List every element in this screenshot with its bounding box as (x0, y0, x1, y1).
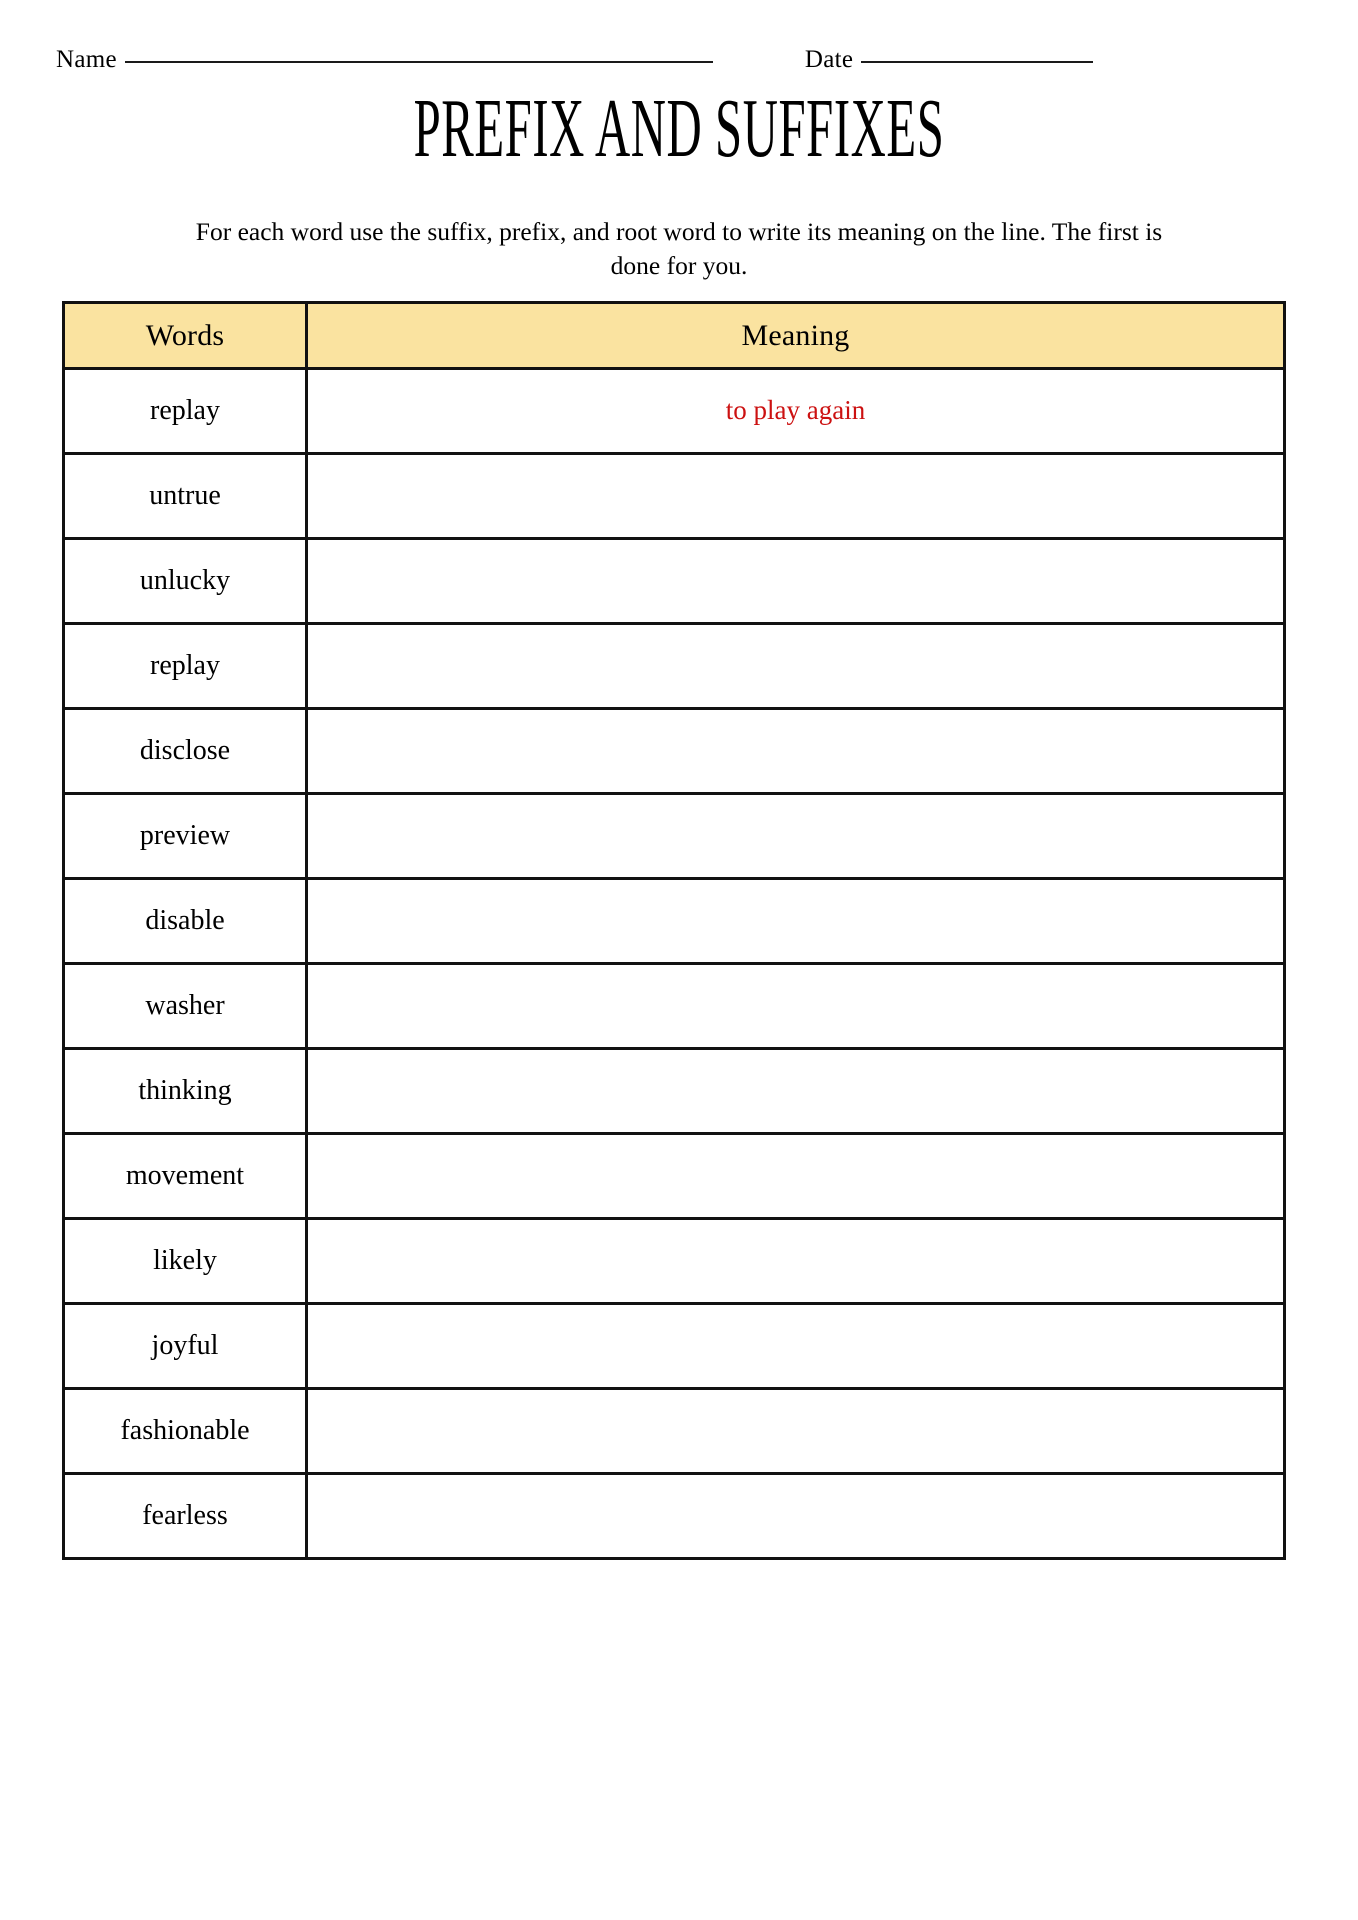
meaning-cell[interactable] (307, 1474, 1285, 1559)
word-cell: replay (64, 369, 307, 454)
table-row (64, 624, 1285, 709)
meaning-cell[interactable] (307, 369, 1285, 454)
meaning-cell[interactable] (307, 539, 1285, 624)
column-header-words: Words (64, 303, 307, 369)
prefix-suffix-table (62, 301, 1286, 1560)
word-cell: replay (64, 624, 307, 709)
column-header-meaning: Meaning (307, 303, 1285, 369)
table-row (64, 1389, 1285, 1474)
word-cell: disable (64, 879, 307, 964)
table-row (64, 879, 1285, 964)
date-input-line[interactable] (861, 60, 1093, 63)
word-cell: disclose (64, 709, 307, 794)
meaning-cell[interactable] (307, 794, 1285, 879)
meaning-cell[interactable] (307, 1389, 1285, 1474)
meaning-cell[interactable] (307, 454, 1285, 539)
table-row (64, 794, 1285, 879)
table-row (64, 539, 1285, 624)
date-label: Date (804, 46, 854, 73)
word-cell: fearless (64, 1474, 307, 1559)
table-row (64, 1049, 1285, 1134)
table-row (64, 1134, 1285, 1219)
meaning-cell[interactable] (307, 964, 1285, 1049)
instructions-text: For each word use the suffix, prefix, and root word to write its meaning on the line. The first is done for you. (195, 217, 1163, 280)
meaning-cell[interactable] (307, 709, 1285, 794)
word-cell: preview (64, 794, 307, 879)
word-cell: joyful (64, 1304, 307, 1389)
table-body (64, 369, 1285, 1559)
word-cell: fashionable (64, 1389, 307, 1474)
meaning-cell[interactable] (307, 624, 1285, 709)
meaning-cell[interactable] (307, 879, 1285, 964)
table-row (64, 1219, 1285, 1304)
meaning-cell[interactable] (307, 1219, 1285, 1304)
word-cell: movement (64, 1134, 307, 1219)
table-header-row (64, 303, 1285, 369)
word-cell: unlucky (64, 539, 307, 624)
word-cell: washer (64, 964, 307, 1049)
word-cell: likely (64, 1219, 307, 1304)
table-row (64, 454, 1285, 539)
meaning-cell[interactable] (307, 1304, 1285, 1389)
table-row (64, 1474, 1285, 1559)
name-input-line[interactable] (125, 60, 713, 63)
meaning-cell[interactable] (307, 1134, 1285, 1219)
table-row (64, 369, 1285, 454)
table-row (64, 1304, 1285, 1389)
name-date-header (0, 46, 1358, 86)
table-row (64, 964, 1285, 1049)
meaning-cell[interactable] (307, 1049, 1285, 1134)
table-row (64, 709, 1285, 794)
page-title: PREFIX AND SUFFIXES (413, 82, 945, 175)
word-cell: thinking (64, 1049, 307, 1134)
name-label: Name (56, 46, 117, 73)
meaning-answer: to play again (725, 395, 866, 425)
word-cell: untrue (64, 454, 307, 539)
